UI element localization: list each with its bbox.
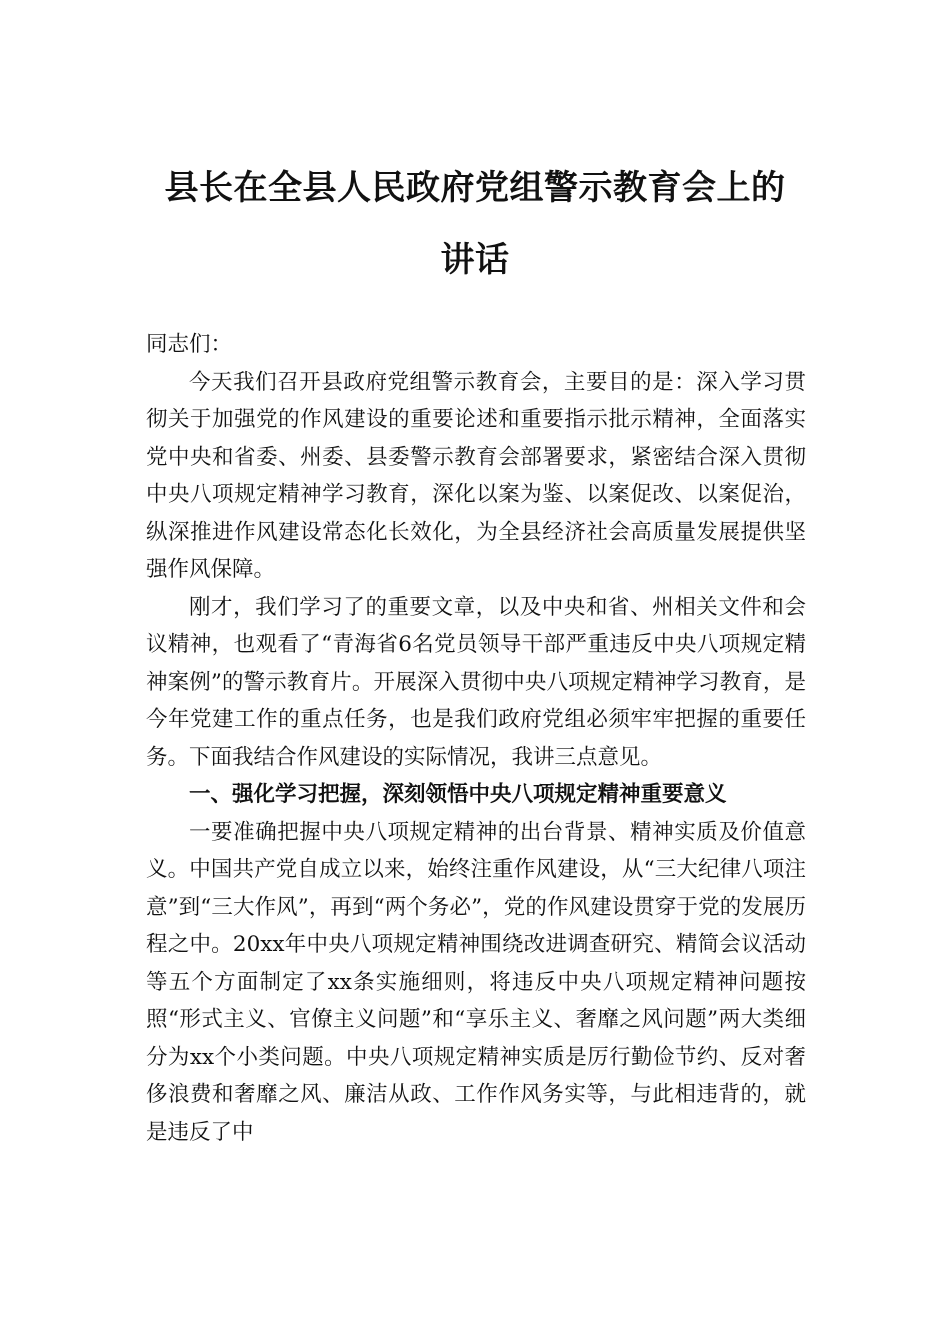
document-title-line-2: 讲话 [440,240,510,280]
document-body [146,326,806,1151]
document-title-line-1: 县长在全县人民政府党组警示教育会上的 [164,168,786,208]
section-1-heading: 一、强化学习把握，深刻领悟中央八项规定精神重要意义 [189,782,727,807]
section-1-paragraph: 一要准确把握中央八项规定精神的出台背景、精神实质及价值意义。中国共产党自成立以来，始终注重作风建设，从“三大纪律八项注意”到“三大作风”，再到“两个务必”，党的作风建设贯穿于党的发展历程之中。20xx年中央八项规定精神围绕改进调查研究、精简会议活动等五个方面制定了xx条实施细则，将违反中央八项规定精神问题按照“形式主义、官僚主义问题”和“享乐主义、奢靡之风问题”两大类细分为xx个小类问题。中央八项规定精神实质是厉行勤俭节约、反对奢侈浪费和奢靡之风、廉洁从政、工作作风务实等，与此相违背的，就是违反了中 [146,819,806,1145]
paragraph-context: 刚才，我们学习了的重要文章，以及中央和省、州相关文件和会议精神，也观看了“青海省6名党员领导干部严重违反中央八项规定精神案例”的警示教育片。开展深入贯彻中央八项规定精神学习教育，是今年党建工作的重点任务，也是我们政府党组必须牢牢把握的重要任务。下面我结合作风建设的实际情况，我讲三点意见。 [146,594,806,770]
title-block [140,152,810,296]
salutation: 同志们： [146,332,233,357]
paragraph-opening: 今天我们召开县政府党组警示教育会，主要目的是：深入学习贯彻关于加强党的作风建设的重要论述和重要指示批示精神，全面落实党中央和省委、州委、县委警示教育会部署要求，紧密结合深入贯彻中央八项规定精神学习教育，深化以案为鉴、以案促改、以案促治，纵深推进作风建设常态化长效化，为全县经济社会高质量发展提供坚强作风保障。 [146,369,806,582]
